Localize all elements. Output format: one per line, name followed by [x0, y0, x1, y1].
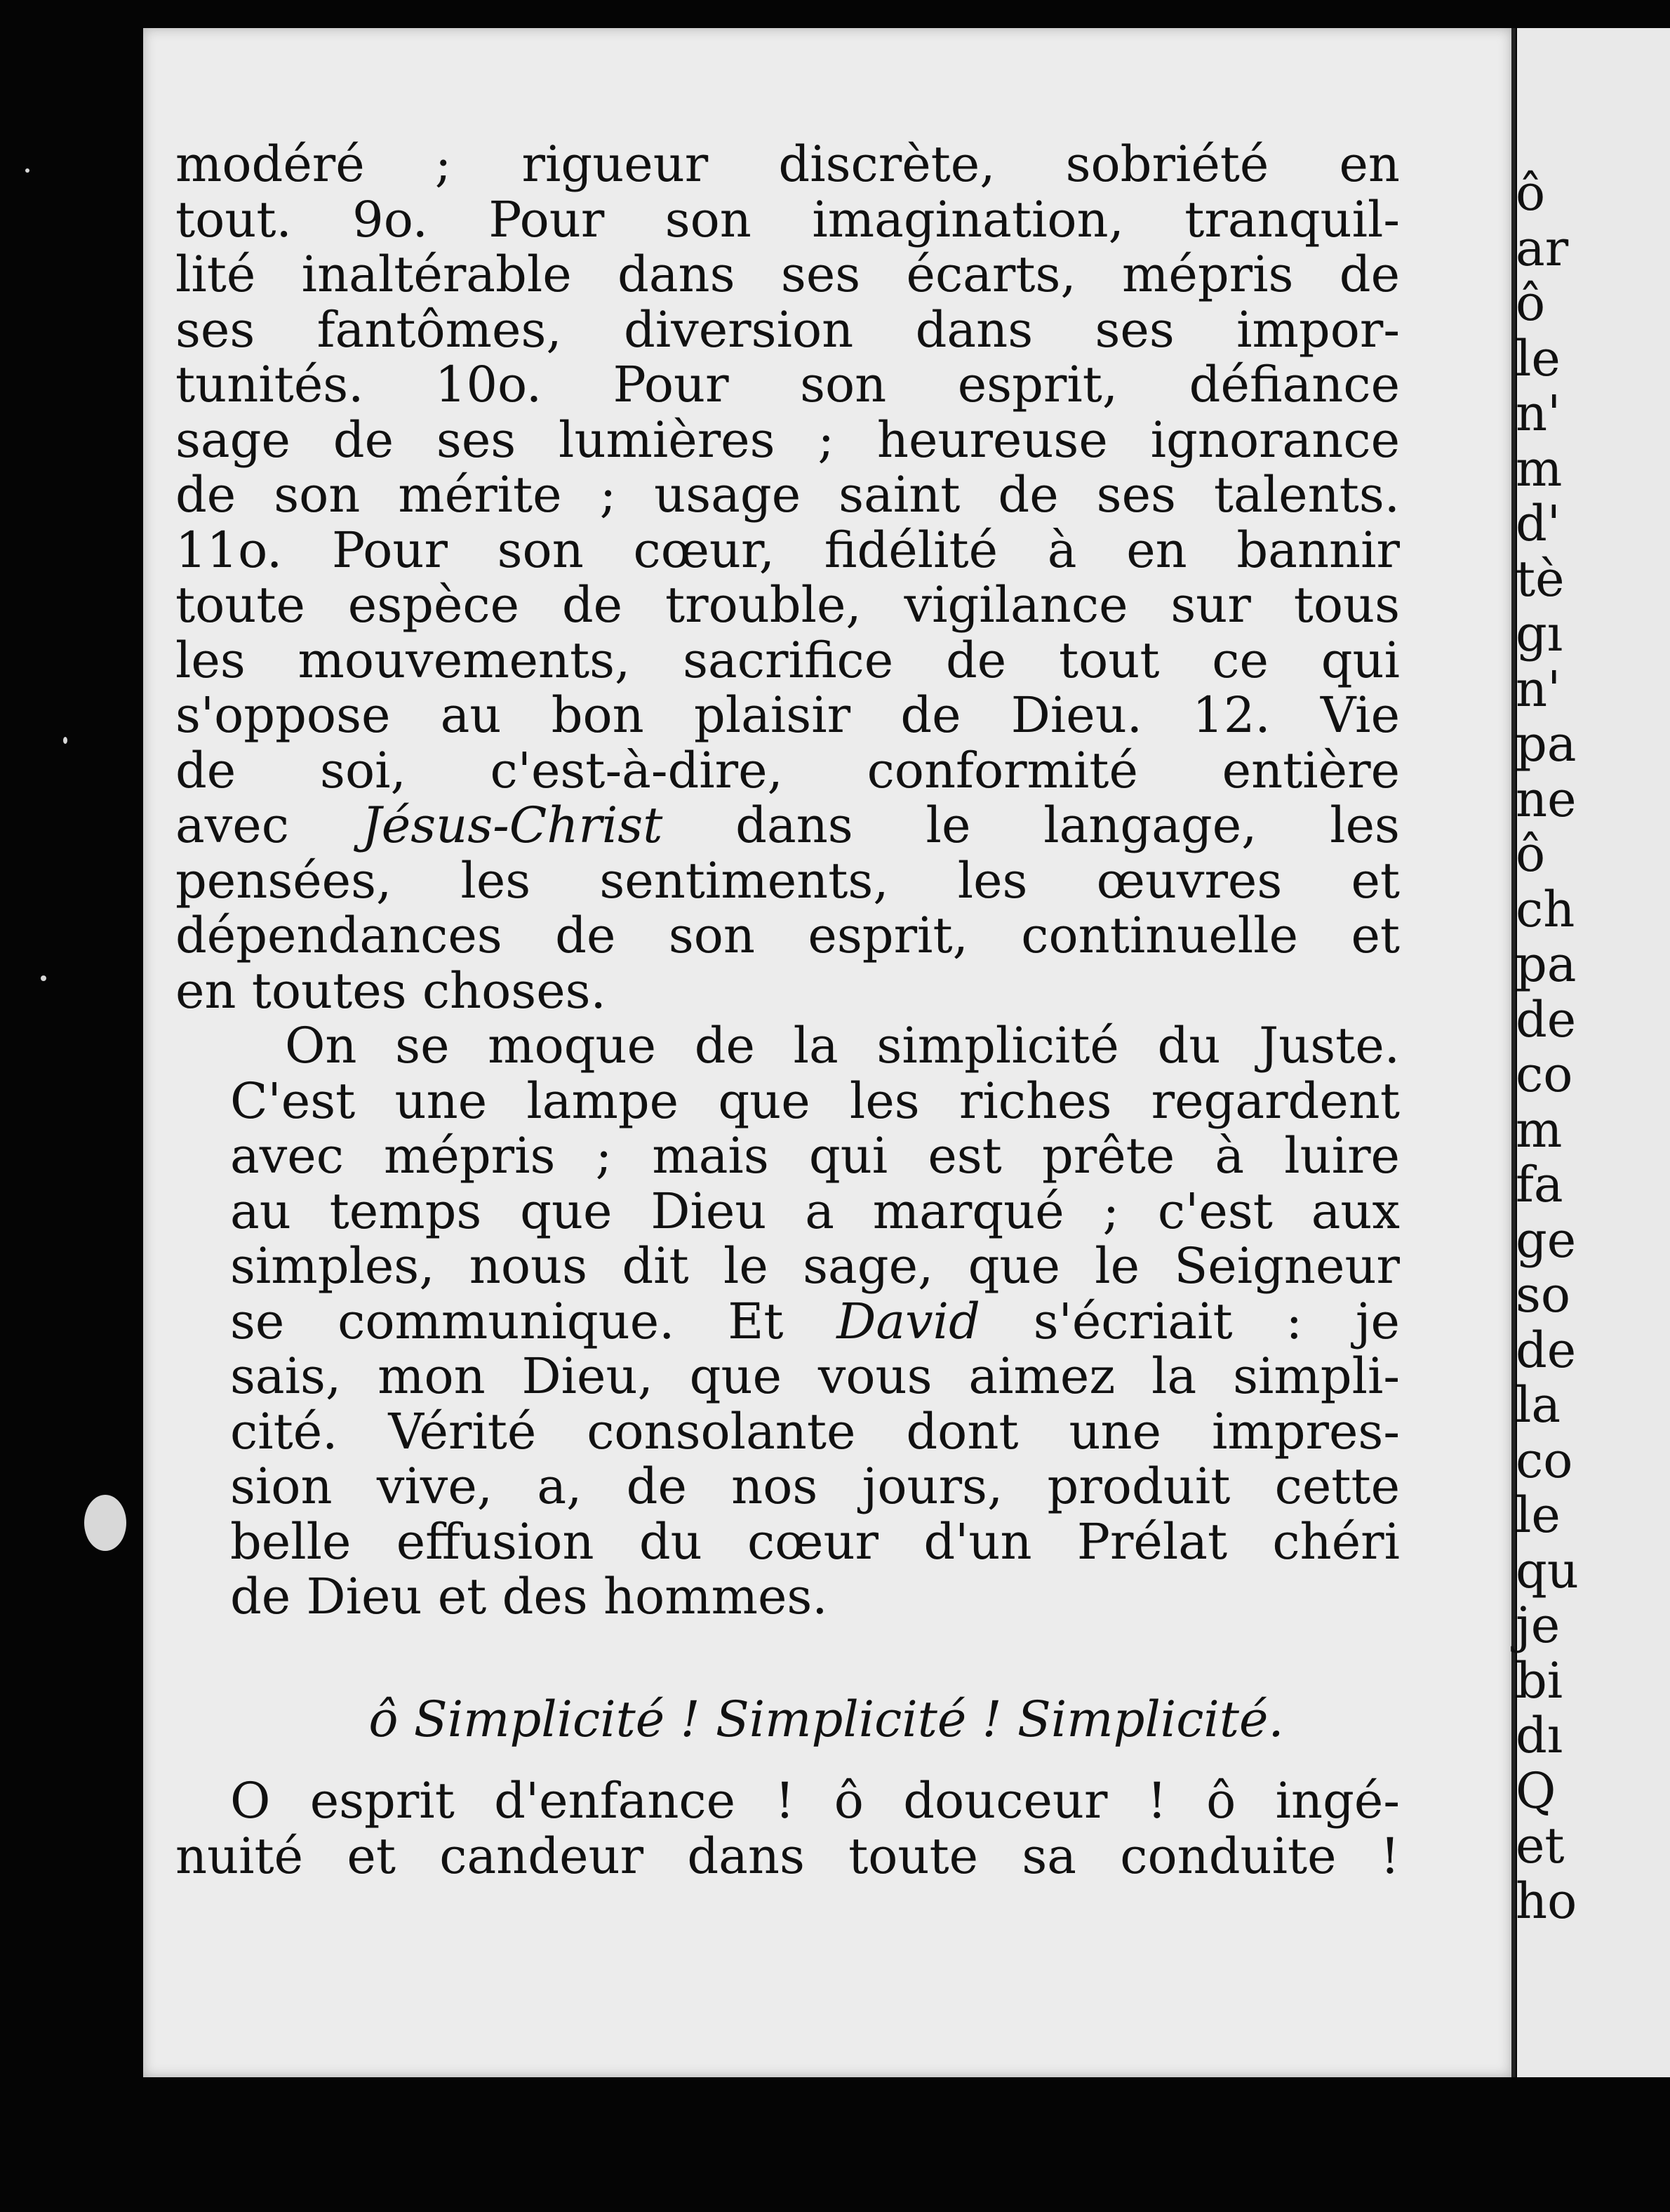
- italic-name: Jésus-Christ: [361, 797, 663, 854]
- right-page-fragment: m: [1516, 439, 1563, 498]
- text-line: O esprit d'enfance ! ô douceur ! ô ingé-: [230, 1772, 1400, 1830]
- dust-speck: [84, 1495, 126, 1551]
- right-page-fragment: gı: [1516, 605, 1563, 662]
- right-page-fragment: ge: [1516, 1211, 1577, 1269]
- right-page-fragment: ch: [1516, 880, 1575, 938]
- paragraph-1: [175, 137, 1400, 1018]
- dust-speck: [25, 168, 29, 173]
- text-line: nuité et candeur dans toute sa conduite !: [175, 1827, 1400, 1885]
- text-line: sais, mon Dieu, que vous aimez la simpli-: [230, 1347, 1400, 1405]
- right-page-fragment: dı: [1516, 1707, 1563, 1764]
- text-line: dépendances de son esprit, continuelle et: [175, 907, 1400, 964]
- right-page-fragment: so: [1516, 1266, 1571, 1324]
- right-page-fragment: pa: [1516, 715, 1577, 773]
- right-page-text-fragments: [1509, 166, 1670, 1928]
- right-page-fragment: m: [1516, 1100, 1563, 1159]
- text-line: au temps que Dieu a marqué ; c'est aux: [230, 1182, 1400, 1240]
- right-page-fragment: ô: [1516, 274, 1546, 332]
- right-page-fragment: qu: [1516, 1541, 1579, 1599]
- right-page-fragment: co: [1516, 1431, 1573, 1489]
- right-page-fragment: d': [1516, 495, 1561, 552]
- text-line: toute espèce de trouble, vigilance sur tous: [175, 576, 1400, 634]
- text-line: sage de ses lumières ; heureuse ignorance: [175, 411, 1400, 469]
- right-page-fragment: le: [1516, 329, 1561, 387]
- right-page-fragment: et: [1516, 1817, 1565, 1874]
- right-page-fragment: la: [1516, 1376, 1561, 1434]
- italic-name: David: [836, 1292, 980, 1350]
- text-line: modéré ; rigueur discrète, sobriété en: [175, 135, 1400, 193]
- text-line: de Dieu et des hommes.: [230, 1568, 828, 1625]
- text-line: avec mépris ; mais qui est prête à luire: [230, 1127, 1400, 1185]
- text-line: s'oppose au bon plaisir de Dieu. 12. Vie: [175, 686, 1400, 744]
- right-page-fragment: ho: [1516, 1872, 1577, 1930]
- text-line: cité. Vérité consolante dont une impres-: [230, 1402, 1400, 1460]
- text-line: simples, nous dit le sage, que le Seigneur: [230, 1237, 1400, 1295]
- text-fragment: s'écriait : je: [980, 1292, 1400, 1350]
- right-page-fragment: n': [1516, 660, 1561, 718]
- dust-speck: [63, 737, 67, 744]
- paragraph-3: [175, 1773, 1400, 1884]
- dust-speck: [41, 975, 46, 981]
- text-line: sion vive, a, de nos jours, produit cette: [230, 1458, 1400, 1515]
- right-page-fragment: co: [1516, 1046, 1573, 1103]
- right-page-fragment: ar: [1516, 219, 1569, 277]
- text-line: en toutes choses.: [175, 961, 606, 1020]
- text-line: belle effusion du cœur d'un Prélat chéri: [230, 1512, 1400, 1571]
- paragraph-2: [175, 1018, 1400, 1625]
- text-line: [175, 798, 1400, 853]
- right-page-fragment: fa: [1516, 1156, 1563, 1213]
- right-page-fragment: ô: [1516, 164, 1546, 222]
- text-line: les mouvements, sacrifice de tout ce qui: [175, 631, 1400, 689]
- text-line: 11o. Pour son cœur, fidélité à en bannir: [175, 521, 1400, 579]
- text-line: tunités. 10o. Pour son esprit, défiance: [175, 356, 1400, 413]
- right-page-fragment: pa: [1516, 935, 1577, 993]
- text-fragment: avec: [175, 797, 362, 854]
- text-line: de son mérite ; usage saint de ses talents.: [175, 466, 1400, 524]
- text-line: [175, 1294, 1400, 1350]
- text-line: pensées, les sentiments, les œuvres et: [175, 851, 1400, 910]
- right-page-fragment: de: [1516, 1321, 1577, 1379]
- text-line: lité inaltérable dans ses écarts, mépris de: [175, 246, 1400, 303]
- right-page-fragment: ô: [1516, 825, 1546, 883]
- right-page-fragment: de: [1516, 990, 1577, 1048]
- italic-motto: ô Simplicité ! Simplicité ! Simplicité.: [368, 1690, 1284, 1748]
- text-fragment: dans le langage, les: [662, 797, 1400, 854]
- right-page-fragment: je: [1516, 1597, 1561, 1654]
- text-line: On se moque de la simplicité du Juste.: [285, 1017, 1400, 1074]
- text-line: C'est une lampe que les riches regardent: [230, 1072, 1400, 1130]
- main-text-column: [175, 137, 1400, 1884]
- text-fragment: se communique. Et: [230, 1292, 837, 1350]
- right-page-fragment: n': [1516, 385, 1561, 442]
- text-line: de soi, c'est-à-dire, conformité entière: [175, 741, 1400, 799]
- text-line: tout. 9o. Pour son imagination, tranquil-: [175, 190, 1400, 248]
- right-page-fragment: le: [1516, 1486, 1561, 1544]
- right-page-fragment: bi: [1516, 1651, 1563, 1710]
- right-page-fragment: tè: [1516, 549, 1565, 608]
- right-page-fragment: Q: [1516, 1761, 1556, 1820]
- right-page-fragment: ne: [1516, 770, 1577, 828]
- text-line: ses fantômes, diversion dans ses impor-: [175, 300, 1400, 359]
